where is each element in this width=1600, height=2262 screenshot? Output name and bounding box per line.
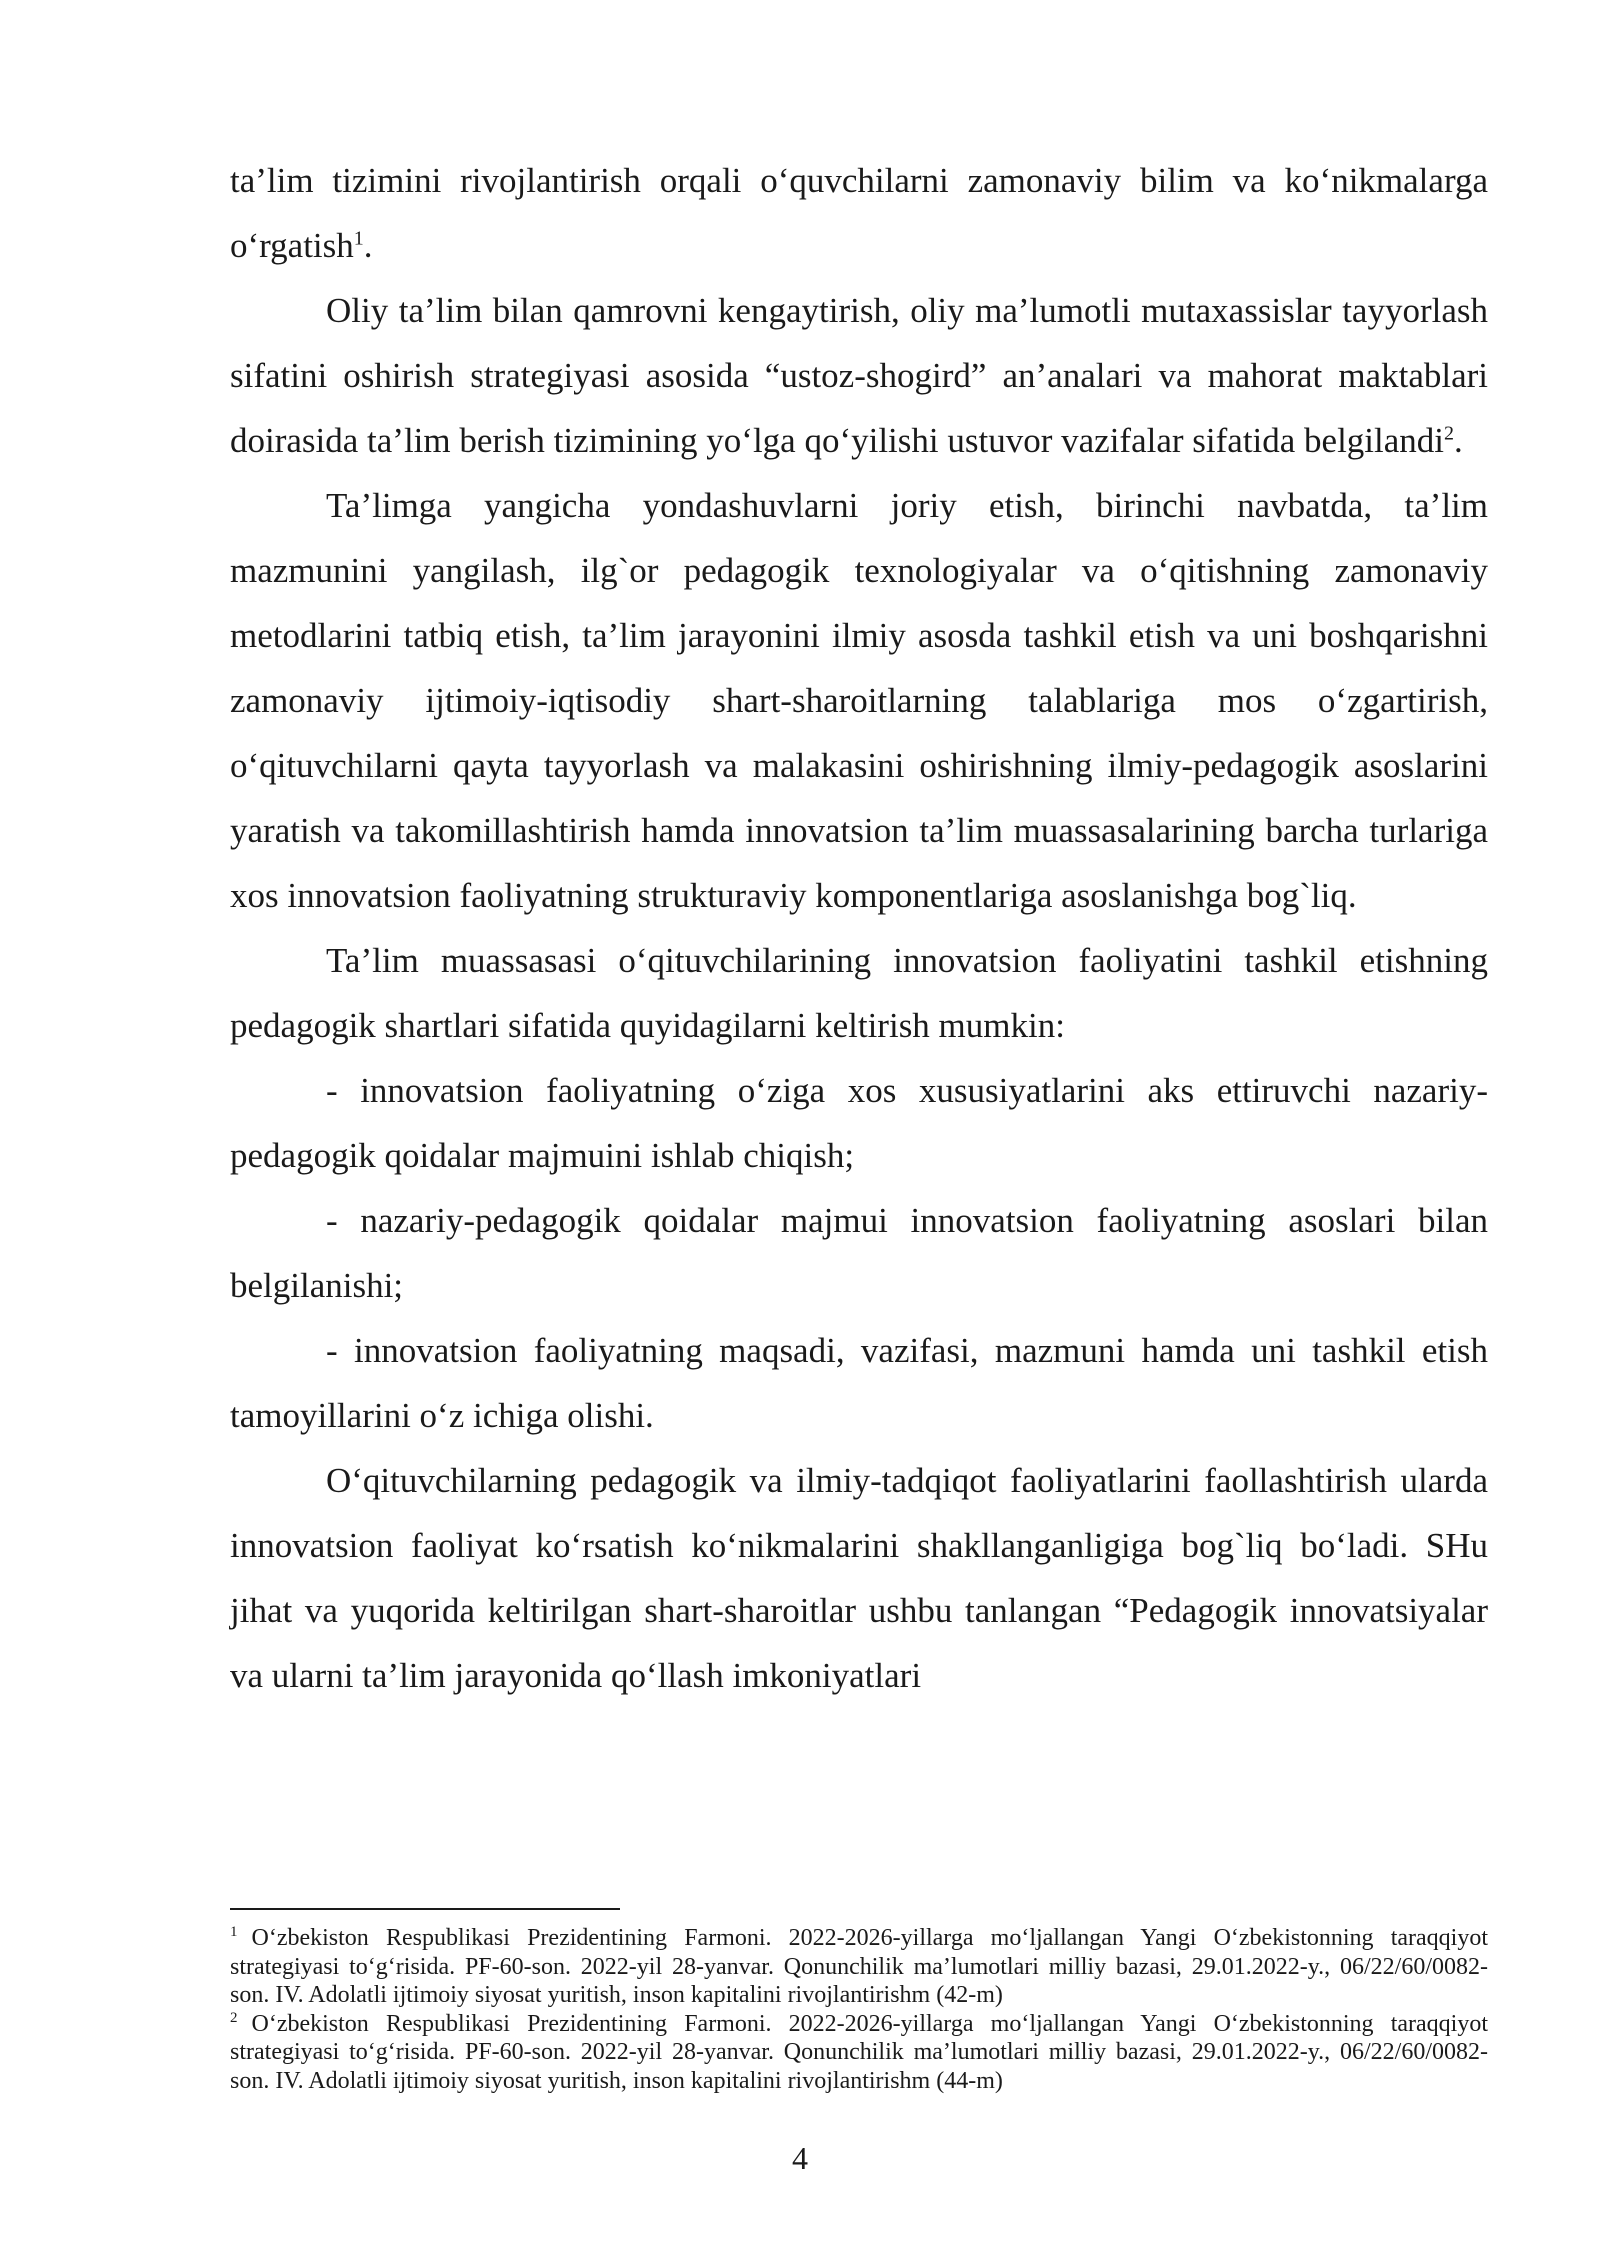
paragraph-2	[230, 278, 1488, 473]
page-number: 4	[792, 2140, 808, 2176]
footnotes	[230, 1924, 1488, 2095]
list-item-1: - innovatsion faoliyatning o‘ziga xos xususiyatlarini aks ettiruvchi nazariy-pedagogik qoidalar majmuini ishlab chiqish;	[230, 1071, 1488, 1175]
footnote-text: O‘zbekiston Respublikasi Prezidentining Farmoni. 2022-2026-yillarga mo‘ljallangan Yangi O‘zbekistonning taraqqiyot strategiyasi to‘g‘risida. PF-60-son. 2022-yil 28-yanvar. Qonunchilik ma’lumotlari milliy bazasi, 29.01.2022-y., 06/22/60/0082-son. IV. Adolatli ijtimoiy siyosat yuritish, inson kapitalini rivojlantirishm (42-m)	[230, 1925, 1488, 2008]
footnote-number: 2	[230, 2009, 238, 2026]
list-item-2: - nazariy-pedagogik qoidalar majmui innovatsion faoliyatning asoslari bilan belgilanishi;	[230, 1201, 1488, 1305]
paragraph-1	[230, 148, 1488, 278]
paragraph-text: Oliy ta’lim bilan qamrovni kengaytirish, oliy ma’lumotli mutaxassislar tayyorlash sifatini oshirish strategiyasi asosida “ustoz-shogird” an’analari va mahorat maktablari doirasida ta’lim berish tizimining yo‘lga qo‘yilishi ustuvor vazifalar sifatida belgilandi	[230, 291, 1488, 460]
paragraph-text: ta’lim tizimini rivojlantirish orqali o‘quvchilarni zamonaviy bilim va ko‘nikmalarga o‘rgatish	[230, 161, 1488, 265]
paragraph-tail: .	[363, 226, 373, 265]
paragraph-tail: .	[1454, 421, 1463, 460]
footnote-divider	[230, 1908, 620, 1910]
paragraph-3: Ta’limga yangicha yondashuvlarni joriy etish, birinchi navbatda, ta’lim mazmunini yangilash, ilg`or pedagogik texnologiyalar va o‘qitishning zamonaviy metodlarini tatbiq etish, ta’lim jarayonini ilmiy asosda tashkil etish va uni boshqarishni zamonaviy ijtimoiy-iqtisodiy shart-sharoitlarning talablariga mos o‘zgartirish, o‘qituvchilarni qayta tayyorlash va malakasini oshirishning ilmiy-pedagogik asoslarini yaratish va takomillashtirish hamda innovatsion ta’lim muassasalarining barcha turlariga xos innovatsion faoliyatning strukturaviy komponentlariga asoslanishga bog`liq.	[230, 486, 1488, 915]
page-body	[230, 148, 1488, 1708]
footnote-ref-1[interactable]: 1	[353, 227, 364, 250]
paragraph-4: Ta’lim muassasasi o‘qituvchilarining innovatsion faoliyatini tashkil etishning pedagogik shartlari sifatida quyidagilarni keltirish mumkin:	[230, 941, 1488, 1045]
footnote-ref-2[interactable]: 2	[1444, 422, 1455, 445]
footnote-1	[230, 1924, 1488, 2010]
footnote-2	[230, 2010, 1488, 2096]
footnote-text: O‘zbekiston Respublikasi Prezidentining Farmoni. 2022-2026-yillarga mo‘ljallangan Yangi O‘zbekistonning taraqqiyot strategiyasi to‘g‘risida. PF-60-son. 2022-yil 28-yanvar. Qonunchilik ma’lumotlari milliy bazasi, 29.01.2022-y., 06/22/60/0082-son. IV. Adolatli ijtimoiy siyosat yuritish, inson kapitalini rivojlantirishm (44-m)	[230, 2010, 1488, 2094]
footnote-number: 1	[230, 1924, 238, 1940]
paragraph-5: O‘qituvchilarning pedagogik va ilmiy-tadqiqot faoliyatlarini faollashtirish ularda innovatsion faoliyat ko‘rsatish ko‘nikmalarini shakllanganligiga bog`liq bo‘ladi. SHu jihat va yuqorida keltirilgan shart-sharoitlar ushbu tanlangan “Pedagogik innovatsiyalar va ularni ta’lim jarayonida qo‘llash imkoniyatlari	[230, 1461, 1488, 1695]
list-item-3: - innovatsion faoliyatning maqsadi, vazifasi, mazmuni hamda uni tashkil etish tamoyillarini o‘z ichiga olishi.	[230, 1331, 1488, 1435]
